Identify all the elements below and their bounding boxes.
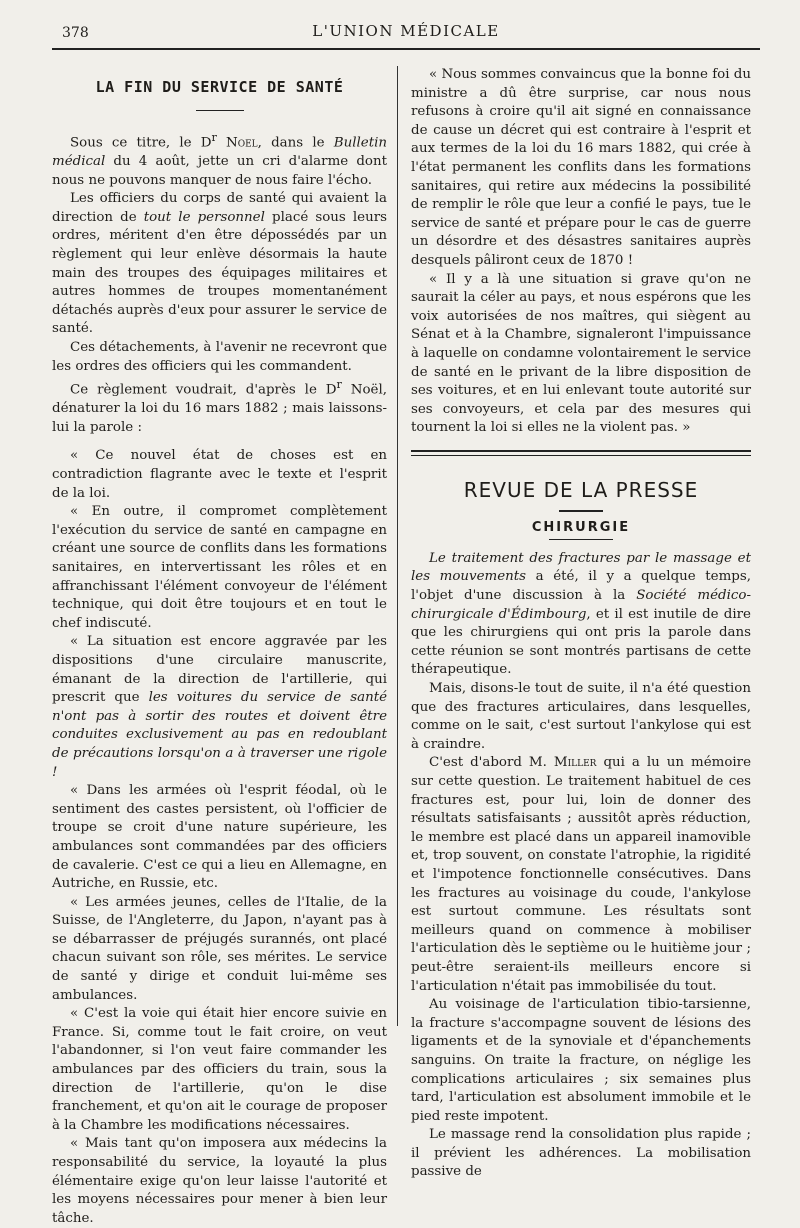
left-column xyxy=(52,52,397,1228)
right-column xyxy=(398,52,751,1228)
section-title: REVUE DE LA PRESSE xyxy=(463,477,699,502)
review-paragraph-2: Mais, disons-le tout de suite, il n'a été question que des fractures articulaires, dans lesquelles, comme on le sait, c'est surtout l'ankylose qui est à craindre. xyxy=(411,681,751,752)
quote-paragraph-2: « En outre, il compromet complètement l'exécution du service de santé en campagne en créant une source de conflits dans les formations sanitaires, en intervertissant les rôles et en affranchissant l'élément convoyeur de l'élément technique, qui doit être toujours et en tout le chef indiscuté. xyxy=(52,504,387,631)
quote-paragraph-8: « Nous sommes convaincus que la bonne foi du ministre a dû être surprise, car nous nous refusons à croire qu'il ait signé en connaissance de cause un décret qui est contraire à l'esprit et aux termes de la loi du 16 mars 1882, qui crée à l'état permanent les conflits dans les formations sanitaires, qui retire aux médecins la possibilité de remplir le rôle que leur a confié le pays, tue le service de santé et prépare pour le cas de guerre un désordre et des désastres sanitaires auprès desquels pâliront ceux de 1870 ! xyxy=(411,67,751,268)
quote-gap xyxy=(52,437,387,447)
article-title: LA FIN DU SERVICE DE SANTÉ xyxy=(95,78,344,96)
title-rule xyxy=(196,110,244,111)
quote-paragraph-1: « Ce nouvel état de choses est en contradiction flagrante avec le texte et l'esprit de la loi. xyxy=(52,448,387,501)
article-paragraph-1: Sous ce titre, le $D^r$ Noel, dans le Bulletin médical du 4 août, jette un cri d'alarme dont nous ne pouvons manquer de nous faire l'écho. xyxy=(52,131,387,188)
page-number: 378 xyxy=(62,25,89,41)
article-paragraph-2: Les officiers du corps de santé qui avaient la direction de tout le personnel placé sous leurs ordres, méritent d'en être dépossédés par un règlement qui leur enlève désormais la haute main des troupes des équipages militaires et autres hommes de troupes momentanément détachés auprès d'eux pour assurer le service de santé. xyxy=(52,191,387,337)
article-paragraph-3: Ces détachements, à l'avenir ne recevront que les ordres des officiers qui les commandent. xyxy=(52,340,387,374)
header-rule xyxy=(52,48,760,50)
review-paragraph-3: C'est d'abord M. Miller qui a lu un mémoire sur cette question. Le traitement habituel de ces fractures est, pour lui, loin de donner des résultats satisfaisants ; aussitôt après réduction, le membre est placé dans un appareil inamovible et, trop souvent, on constate l'atrophie, la rigidité et l'impotence fonctionnelle consécutives. Dans les fractures au voisinage du coude, l'ankylose est surtout commune. Les résultats sont meilleurs quand on commence à mobiliser l'articulation dès le septième ou le huitième jour ; peut-être seraient-ils meilleurs encore si l'articulation n'était pas immobilisée du tout. xyxy=(411,755,752,994)
two-column-body xyxy=(52,52,760,1228)
article-paragraph-4: Ce règlement voudrait, d'après le $D^r$ Noël, dénaturer la loi du 16 mars 1882 ; mais laissons-lui la parole : xyxy=(52,378,388,435)
quote-paragraph-3: « La situation est encore aggravée par les dispositions d'une circulaire manuscrite, émanant de la direction de l'artillerie, qui prescrit que les voitures du service de santé n'ont pas à sortir des routes et doivent être conduites exclusivement au pas en redoublant de précautions lorsqu'on a à traverser une rigole ! xyxy=(52,634,388,780)
section-subtitle: CHIRURGIE xyxy=(531,519,631,535)
quote-paragraph-7: « Mais tant qu'on imposera aux médecins la responsabilité du service, la loyauté la plus élémentaire exige qu'on leur laisse l'autorité et les moyens nécessaires pour mener à bien leur tâche. xyxy=(52,1136,387,1226)
quote-paragraph-6: « C'est la voie qui était hier encore suivie en France. Si, comme tout le fait croire, on veut l'abandonner, si l'on veut faire commander les ambulances par des officiers du train, sous la direction de l'artillerie, qu'on le dise franchement, et qu'on ait le courage de proposer à la Chambre les modifications nécessaires. xyxy=(52,1006,387,1133)
page-header xyxy=(52,0,760,52)
section-separator xyxy=(411,450,751,456)
review-paragraph-1: Le traitement des fractures par le massage et les mouvements a été, il y a quelque temps, l'objet d'une discussion à la Société médico-chirurgicale d'Édimbourg, et il est inutile de dire que les chirurgiens qui ont pris la parole dans cette réunion se sont montrés partisans de cette thérapeutique. xyxy=(411,550,751,678)
journal-title: L'UNION MÉDICALE xyxy=(312,22,500,40)
section-title-rule xyxy=(559,510,603,512)
review-paragraph-5: Le massage rend la consolidation plus rapide ; il prévient les adhérences. La mobilisation passive de xyxy=(411,1127,751,1180)
quote-paragraph-9: « Il y a là une situation si grave qu'on ne saurait la céler au pays, et nous espérons que les voix autorisées de nos maîtres, qui siègent au Sénat et à la Chambre, signaleront l'impuissance à laquelle on condamne volontairement le service de santé en le privant de la libre disposition de ses voitures, et en lui enlevant toute autorité sur ses convoyeurs, et cela par des mesures qui tournent la loi si elles ne la violent pas. » xyxy=(411,271,751,436)
quote-paragraph-4: « Dans les armées où l'esprit féodal, où le sentiment des castes persistent, où l'officier de troupe se croit d'une nature supérieure, les ambulances sont commandées par des officiers de cavalerie. C'est ce qui a lieu en Allemagne, en Autriche, en Russie, etc. xyxy=(52,783,387,892)
section-subtitle-rule xyxy=(549,539,613,540)
quote-paragraph-5: « Les armées jeunes, celles de l'Italie, de la Suisse, de l'Angleterre, du Japon, n'ayant pas à se débarrasser de préjugés surannés, ont placé chacun suivant son rôle, ses mérites. Le service de santé y dirige et conduit lui-même ses ambulances. xyxy=(52,894,387,1003)
review-paragraph-4: Au voisinage de l'articulation tibio-tarsienne, la fracture s'accompagne souvent de lésions des ligaments et de la synoviale et d'épanchements sanguins. On traite la fracture, on néglige les complications articulaires ; six semaines plus tard, l'articulation est absolument immobile et le pied reste impotent. xyxy=(411,997,751,1124)
